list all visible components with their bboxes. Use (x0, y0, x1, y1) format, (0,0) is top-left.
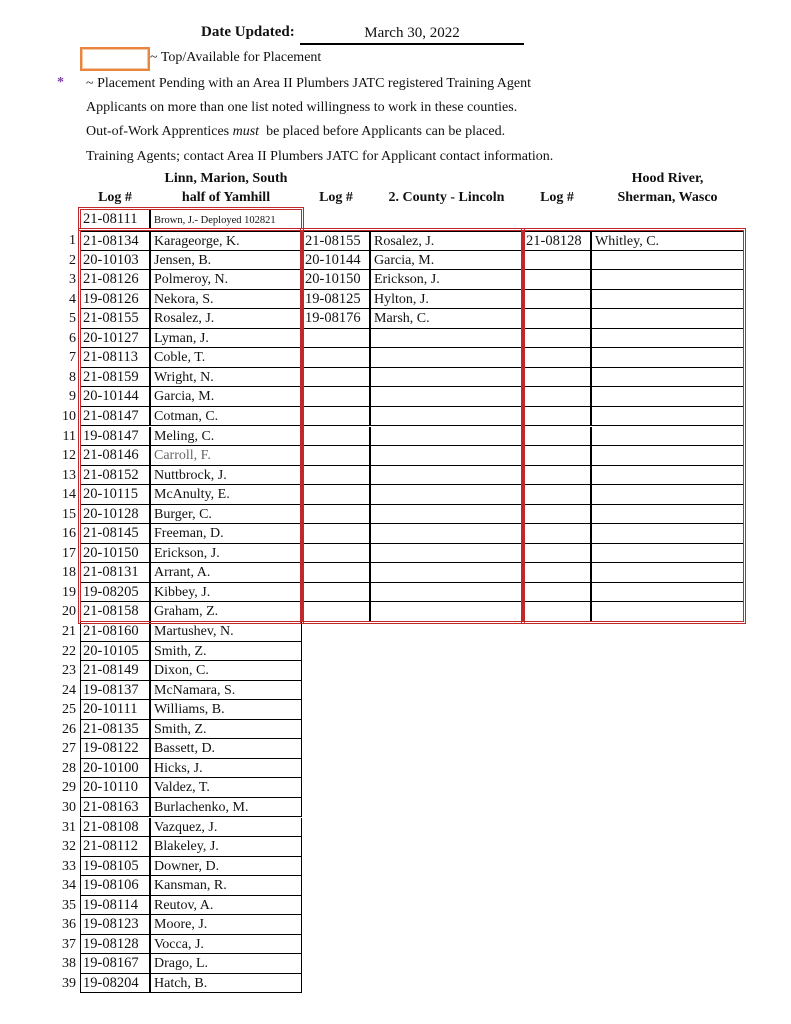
header-line: Hood River, (631, 171, 704, 186)
hood-river-log-cell (523, 348, 591, 368)
hood-river-log-cell (523, 524, 591, 544)
log-number-cell: 19-08137 (80, 681, 150, 701)
table-row (0, 251, 791, 271)
applicant-name-cell: Reutov, A. (150, 896, 302, 916)
row-number: 7 (69, 350, 76, 366)
row-number: 30 (62, 799, 76, 815)
lincoln-log-cell (302, 544, 370, 564)
hood-river-log-cell (523, 309, 591, 329)
row-number: 27 (62, 741, 76, 757)
row-number: 1 (69, 233, 76, 248)
lincoln-log-cell (302, 427, 370, 447)
hood-river-log-cell (523, 387, 591, 407)
hood-river-name-cell (591, 446, 744, 466)
log-number-cell: 21-08160 (80, 622, 150, 642)
applicant-name-cell: Wright, N. (150, 368, 302, 388)
log-number-cell: 19-08122 (80, 739, 150, 759)
hood-river-name-cell (591, 290, 744, 310)
header-line: Sherman, Wasco (617, 190, 718, 205)
log-number-cell: 20-10144 (80, 387, 150, 407)
lincoln-name-cell (370, 407, 523, 427)
table-row (0, 407, 791, 427)
lincoln-log-cell (302, 505, 370, 525)
log-number-cell: 19-08128 (80, 935, 150, 955)
table-row (0, 485, 791, 505)
table-row (0, 915, 791, 935)
lincoln-log-cell (302, 368, 370, 388)
table-row (0, 348, 791, 368)
hood-river-name-cell (591, 563, 744, 583)
row-number: 2 (69, 252, 76, 268)
row-number: 5 (69, 311, 76, 327)
log-number-cell: 21-08147 (80, 407, 150, 427)
row-number: 34 (62, 878, 76, 894)
hood-river-name-cell (591, 368, 744, 388)
log-number-cell: 19-08167 (80, 954, 150, 974)
log-number-cell: 21-08113 (80, 348, 150, 368)
table-row (0, 583, 791, 603)
log-number-cell: 21-08145 (80, 524, 150, 544)
hood-river-log-cell (523, 270, 591, 290)
row-number: 31 (62, 819, 76, 835)
applicant-name-cell: Martushev, N. (150, 622, 302, 642)
row-number: 18 (62, 565, 76, 581)
lincoln-log-cell (302, 485, 370, 505)
table-row (0, 661, 791, 681)
log-number-cell: 20-10111 (80, 700, 150, 720)
lincoln-log-cell (302, 446, 370, 466)
deployed-log: 21-08111 (80, 209, 150, 229)
legend-top-available: ~ Top/Available for Placement (150, 50, 322, 65)
row-number: 35 (62, 897, 76, 913)
applicant-name-cell: Cotman, C. (150, 407, 302, 427)
lincoln-name-cell (370, 583, 523, 603)
hood-river-name-cell: Whitley, C. (591, 231, 744, 251)
table-row (0, 818, 791, 838)
note-emphasis: must (232, 124, 260, 139)
table-row (0, 368, 791, 388)
row-number: 28 (62, 760, 76, 776)
applicant-name-cell: Garcia, M. (150, 387, 302, 407)
applicant-name-cell: Kibbey, J. (150, 583, 302, 603)
lincoln-name-cell (370, 466, 523, 486)
deployed-name: Brown, J.- Deployed 102821 (150, 209, 302, 229)
lincoln-name-cell: Hylton, J. (370, 290, 523, 310)
lincoln-name-cell (370, 368, 523, 388)
lincoln-log-cell (302, 466, 370, 486)
date-updated-label: Date Updated: (201, 24, 295, 40)
table-row (0, 974, 791, 994)
hood-river-name-cell (591, 583, 744, 603)
lincoln-name-cell (370, 485, 523, 505)
log-number-cell: 21-08159 (80, 368, 150, 388)
log-number-cell: 21-08158 (80, 602, 150, 622)
table-row (0, 700, 791, 720)
lincoln-log-cell (302, 348, 370, 368)
applicant-name-cell: Freeman, D. (150, 524, 302, 544)
log-number-cell: 21-08149 (80, 661, 150, 681)
applicant-name-cell: Bassett, D. (150, 739, 302, 759)
applicant-name-cell: Jensen, B. (150, 251, 302, 271)
table-row (0, 505, 791, 525)
hood-river-log-cell (523, 505, 591, 525)
log-number-cell: 21-08146 (80, 446, 150, 466)
table-row (0, 778, 791, 798)
lincoln-name-cell: Erickson, J. (370, 270, 523, 290)
hood-river-name-cell (591, 309, 744, 329)
row-number: 11 (62, 428, 76, 444)
table-row (0, 759, 791, 779)
header-line: half of Yamhill (181, 190, 271, 205)
pending-star-icon: * (57, 75, 64, 90)
hood-river-log-cell (523, 602, 591, 622)
lincoln-name-cell (370, 602, 523, 622)
hood-river-log-cell (523, 407, 591, 427)
hood-river-name-cell (591, 544, 744, 564)
lincoln-log-cell: 21-08155 (302, 231, 370, 251)
note-pre: Out-of-Work Apprentices (86, 124, 233, 139)
note-multiple-lists: Applicants on more than one list noted willingness to work in these counties. (86, 100, 518, 115)
lincoln-log-cell: 20-10144 (302, 251, 370, 271)
table-row (0, 739, 791, 759)
applicant-name-cell: Dixon, C. (150, 661, 302, 681)
log-number-cell: 21-08163 (80, 798, 150, 818)
column-header-log-1: Log # (98, 190, 132, 205)
table-row (0, 309, 791, 329)
row-number: 14 (62, 487, 76, 503)
hood-river-name-cell (591, 485, 744, 505)
row-number: 8 (69, 369, 76, 385)
table-row (0, 524, 791, 544)
log-number-cell: 20-10127 (80, 329, 150, 349)
table-row (0, 427, 791, 447)
log-number-cell: 19-08147 (80, 427, 150, 447)
table-row (0, 935, 791, 955)
table-row (0, 954, 791, 974)
log-number-cell: 19-08105 (80, 857, 150, 877)
note-apprentices-first (86, 124, 505, 140)
log-number-cell: 19-08205 (80, 583, 150, 603)
table-row (0, 563, 791, 583)
lincoln-log-cell (302, 563, 370, 583)
applicant-name-cell: Downer, D. (150, 857, 302, 877)
row-number: 16 (62, 526, 76, 542)
applicant-name-cell: Smith, Z. (150, 720, 302, 740)
legend-placement-pending: ~ Placement Pending with an Area II Plumbers JATC registered Training Agent (86, 76, 532, 91)
table-row (0, 857, 791, 877)
lincoln-name-cell (370, 387, 523, 407)
table-row (0, 290, 791, 310)
row-number: 3 (69, 272, 76, 288)
lincoln-log-cell: 19-08125 (302, 290, 370, 310)
lincoln-name-cell: Rosalez, J. (370, 231, 523, 251)
applicant-name-cell: Vocca, J. (150, 935, 302, 955)
hood-river-log-cell: 21-08128 (523, 231, 591, 251)
row-number: 13 (62, 467, 76, 483)
table-row (0, 602, 791, 622)
applicant-name-cell: Karageorge, K. (150, 231, 302, 251)
lincoln-name-cell: Marsh, C. (370, 309, 523, 329)
applicant-name-cell: Coble, T. (150, 348, 302, 368)
hood-river-log-cell (523, 368, 591, 388)
applicant-name-cell: Burger, C. (150, 505, 302, 525)
applicant-name-cell: Valdez, T. (150, 778, 302, 798)
hood-river-log-cell (523, 446, 591, 466)
lincoln-name-cell (370, 427, 523, 447)
date-updated-value: March 30, 2022 (300, 24, 524, 45)
log-number-cell: 21-08152 (80, 466, 150, 486)
applicant-name-cell: Burlachenko, M. (150, 798, 302, 818)
column-header-lincoln: 2. County - Lincoln (388, 190, 505, 205)
table-row (0, 544, 791, 564)
table-row (0, 231, 791, 251)
hood-river-name-cell (591, 505, 744, 525)
table-row (0, 837, 791, 857)
table-row (0, 720, 791, 740)
log-number-cell: 21-08134 (80, 231, 150, 251)
log-number-cell: 20-10128 (80, 505, 150, 525)
applicant-name-cell: McNamara, S. (150, 681, 302, 701)
row-number: 10 (62, 408, 76, 424)
applicant-name-cell: Hatch, B. (150, 974, 302, 994)
applicant-name-cell: Lyman, J. (150, 329, 302, 349)
lincoln-name-cell (370, 446, 523, 466)
applicant-name-cell: Williams, B. (150, 700, 302, 720)
log-number-cell: 21-08126 (80, 270, 150, 290)
row-number: 24 (62, 682, 76, 698)
applicant-name-cell: Polmeroy, N. (150, 270, 302, 290)
row-number: 15 (62, 506, 76, 522)
row-number: 29 (62, 780, 76, 796)
note-training-agents: Training Agents; contact Area II Plumbers JATC for Applicant contact information. (86, 149, 554, 164)
row-number: 33 (62, 858, 76, 874)
hood-river-log-cell (523, 466, 591, 486)
table-row (0, 387, 791, 407)
row-number: 9 (69, 389, 76, 405)
row-number: 23 (62, 663, 76, 679)
log-number-cell: 19-08204 (80, 974, 150, 994)
row-number: 38 (62, 956, 76, 972)
applicant-name-cell: Meling, C. (150, 427, 302, 447)
column-header-log-2: Log # (319, 190, 353, 205)
column-header-linn-marion-yamhill (150, 169, 302, 207)
lincoln-name-cell (370, 544, 523, 564)
applicant-name-cell: Kansman, R. (150, 876, 302, 896)
table-row (0, 798, 791, 818)
lincoln-name-cell (370, 329, 523, 349)
table-row (0, 642, 791, 662)
row-number: 17 (62, 545, 76, 561)
note-post: be placed before Applicants can be placed. (259, 124, 506, 139)
lincoln-name-cell (370, 563, 523, 583)
lincoln-name-cell: Garcia, M. (370, 251, 523, 271)
column-header-log-3: Log # (540, 190, 574, 205)
applicant-name-cell: Erickson, J. (150, 544, 302, 564)
log-number-cell: 20-10105 (80, 642, 150, 662)
hood-river-log-cell (523, 563, 591, 583)
lincoln-log-cell (302, 387, 370, 407)
hood-river-name-cell (591, 524, 744, 544)
table-row (0, 896, 791, 916)
hood-river-log-cell (523, 251, 591, 271)
lincoln-log-cell (302, 407, 370, 427)
log-number-cell: 20-10103 (80, 251, 150, 271)
lincoln-name-cell (370, 505, 523, 525)
log-number-cell: 21-08131 (80, 563, 150, 583)
row-number: 6 (69, 330, 76, 346)
log-number-cell: 21-08112 (80, 837, 150, 857)
header-line: Linn, Marion, South (164, 171, 288, 186)
hood-river-name-cell (591, 427, 744, 447)
applicant-name-cell: Arrant, A. (150, 563, 302, 583)
table-row (0, 466, 791, 486)
applicant-name-cell: Vazquez, J. (150, 818, 302, 838)
log-number-cell: 19-08114 (80, 896, 150, 916)
applicant-name-cell: Blakeley, J. (150, 837, 302, 857)
hood-river-log-cell (523, 583, 591, 603)
log-number-cell: 19-08106 (80, 876, 150, 896)
applicant-name-cell: Carroll, F. (150, 446, 302, 466)
lincoln-log-cell: 20-10150 (302, 270, 370, 290)
row-number: 20 (62, 604, 76, 620)
row-number: 19 (62, 584, 76, 600)
applicant-name-cell: McAnulty, E. (150, 485, 302, 505)
hood-river-log-cell (523, 427, 591, 447)
row-number: 26 (62, 721, 76, 737)
table-row (0, 876, 791, 896)
deployed-row (0, 209, 791, 229)
row-number: 21 (62, 624, 76, 639)
table-row (0, 446, 791, 466)
hood-river-log-cell (523, 485, 591, 505)
applicant-name-cell: Moore, J. (150, 915, 302, 935)
row-number: 32 (62, 839, 76, 855)
log-number-cell: 19-08126 (80, 290, 150, 310)
log-number-cell: 21-08135 (80, 720, 150, 740)
lincoln-log-cell (302, 524, 370, 544)
hood-river-name-cell (591, 407, 744, 427)
legend-top-available-swatch (80, 47, 150, 71)
row-number: 4 (69, 291, 76, 307)
log-number-cell: 20-10150 (80, 544, 150, 564)
log-number-cell: 20-10110 (80, 778, 150, 798)
hood-river-log-cell (523, 544, 591, 564)
table-row (0, 270, 791, 290)
applicant-name-cell: Nuttbrock, J. (150, 466, 302, 486)
row-number: 36 (62, 917, 76, 933)
log-number-cell: 20-10100 (80, 759, 150, 779)
log-number-cell: 20-10115 (80, 485, 150, 505)
table-row (0, 681, 791, 701)
log-number-cell: 21-08155 (80, 309, 150, 329)
lincoln-name-cell (370, 524, 523, 544)
row-number: 12 (62, 448, 76, 464)
column-header-hood-river-sherman-wasco (591, 169, 744, 207)
hood-river-name-cell (591, 329, 744, 349)
table-row (0, 622, 791, 642)
lincoln-log-cell (302, 583, 370, 603)
hood-river-log-cell (523, 290, 591, 310)
lincoln-log-cell (302, 329, 370, 349)
log-number-cell: 21-08108 (80, 818, 150, 838)
applicant-name-cell: Smith, Z. (150, 642, 302, 662)
lincoln-log-cell: 19-08176 (302, 309, 370, 329)
hood-river-name-cell (591, 270, 744, 290)
row-number: 25 (62, 702, 76, 718)
log-number-cell: 19-08123 (80, 915, 150, 935)
applicant-name-cell: Drago, L. (150, 954, 302, 974)
table-row (0, 329, 791, 349)
row-number: 37 (62, 936, 76, 952)
applicant-name-cell: Nekora, S. (150, 290, 302, 310)
hood-river-name-cell (591, 251, 744, 271)
hood-river-name-cell (591, 602, 744, 622)
applicant-name-cell: Rosalez, J. (150, 309, 302, 329)
row-number: 22 (62, 643, 76, 659)
lincoln-log-cell (302, 602, 370, 622)
applicant-name-cell: Graham, Z. (150, 602, 302, 622)
applicant-name-cell: Hicks, J. (150, 759, 302, 779)
lincoln-name-cell (370, 348, 523, 368)
hood-river-name-cell (591, 387, 744, 407)
hood-river-log-cell (523, 329, 591, 349)
hood-river-name-cell (591, 348, 744, 368)
hood-river-name-cell (591, 466, 744, 486)
row-number: 39 (62, 975, 76, 991)
